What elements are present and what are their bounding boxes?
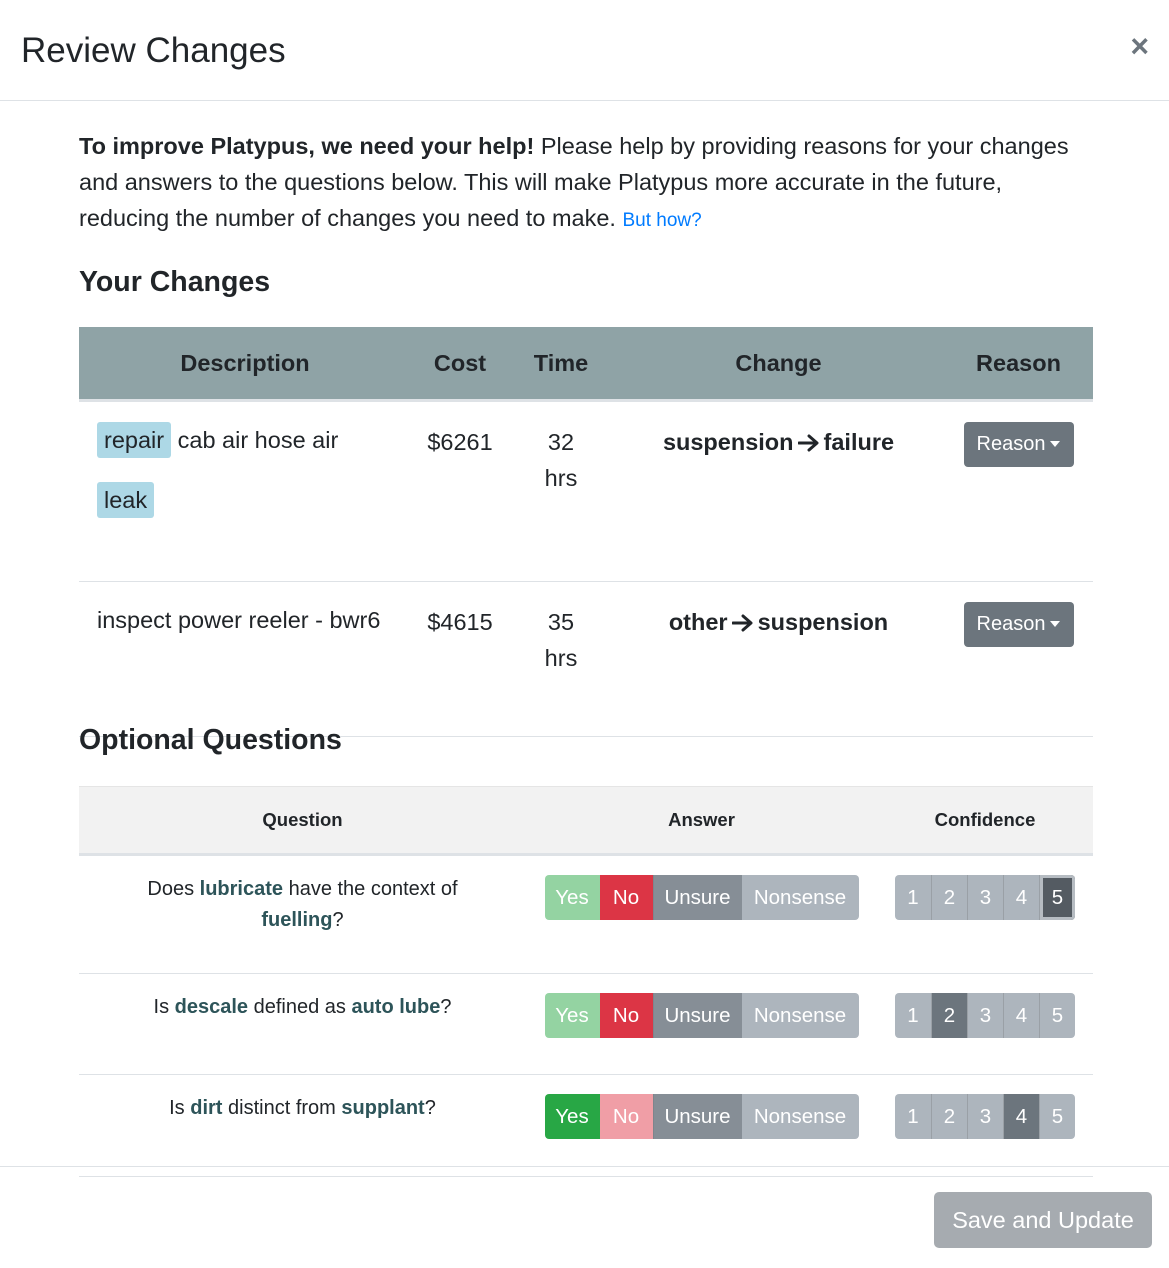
question-text: have the context of: [283, 878, 458, 900]
change-cell: [613, 582, 944, 737]
change-to: suspension: [757, 609, 889, 635]
confidence-button-group: [895, 875, 1075, 920]
question-row: [79, 974, 1093, 1075]
question-text: defined as: [248, 996, 352, 1018]
change-cell: [613, 401, 944, 582]
answer-yes-button[interactable]: Yes: [545, 993, 600, 1038]
answer-unsure-button[interactable]: Unsure: [653, 993, 742, 1038]
confidence-3-button[interactable]: 3: [967, 993, 1003, 1038]
question-text: distinct from: [222, 1097, 342, 1119]
modal-footer: [0, 1166, 1169, 1268]
description-cell: [79, 582, 411, 737]
confidence-5-button[interactable]: 5: [1039, 993, 1075, 1038]
question-term: fuelling: [261, 909, 333, 931]
confidence-4-button[interactable]: 4: [1003, 875, 1039, 920]
answer-nonsense-button[interactable]: Nonsense: [742, 875, 859, 920]
highlighted-token[interactable]: leak: [97, 482, 154, 518]
confidence-1-button[interactable]: 1: [895, 993, 931, 1038]
time-value: 35 hrs: [544, 609, 578, 671]
col-reason: Reason: [944, 327, 1093, 401]
question-text: ?: [424, 1097, 436, 1119]
confidence-3-button[interactable]: 3: [967, 1094, 1003, 1139]
question-text: Is: [169, 1097, 191, 1119]
answer-cell: [526, 855, 877, 974]
cost-cell: $6261: [411, 401, 509, 582]
confidence-4-button[interactable]: 4: [1003, 993, 1039, 1038]
modal-title: Review Changes: [21, 31, 286, 70]
question-row: [79, 1075, 1093, 1177]
col-cost: Cost: [411, 327, 509, 401]
change-from: other: [668, 609, 728, 635]
answer-no-button[interactable]: No: [600, 993, 653, 1038]
answer-unsure-button[interactable]: Unsure: [653, 1094, 742, 1139]
confidence-2-button[interactable]: 2: [931, 1094, 967, 1139]
question-row: [79, 855, 1093, 974]
description-text: cab air hose air: [171, 427, 339, 453]
change-from: suspension: [662, 429, 794, 455]
col-description: Description: [79, 327, 411, 401]
highlighted-token[interactable]: repair: [97, 422, 171, 458]
reason-dropdown-button[interactable]: [964, 422, 1074, 467]
reason-dropdown-button[interactable]: [964, 602, 1074, 647]
caret-down-icon: [1050, 621, 1060, 627]
col-question: Question: [79, 787, 526, 855]
answer-yes-button[interactable]: Yes: [545, 1094, 600, 1139]
confidence-cell: [877, 1075, 1093, 1177]
question-text: Is: [153, 996, 175, 1018]
answer-cell: [526, 974, 877, 1075]
question-term: supplant: [341, 1097, 425, 1119]
question-text: ?: [332, 909, 344, 931]
intro-text: [79, 128, 1093, 239]
description-text: inspect power reeler - bwr6: [97, 607, 381, 633]
confidence-1-button[interactable]: 1: [895, 1094, 931, 1139]
reason-cell: [944, 401, 1093, 582]
answer-unsure-button[interactable]: Unsure: [653, 875, 742, 920]
question-term: lubricate: [199, 878, 284, 900]
answer-button-group: [545, 875, 859, 920]
answer-button-group: [545, 1094, 859, 1139]
col-time: Time: [509, 327, 613, 401]
caret-down-icon: [1050, 441, 1060, 447]
changes-header-row: [79, 327, 1093, 401]
confidence-5-button[interactable]: 5: [1039, 875, 1075, 920]
table-row: [79, 401, 1093, 582]
changes-table: [79, 327, 1093, 737]
modal-header: [0, 0, 1169, 101]
confidence-button-group: [895, 993, 1075, 1038]
close-icon[interactable]: ×: [1130, 28, 1149, 64]
answer-nonsense-button[interactable]: Nonsense: [742, 993, 859, 1038]
question-cell: [79, 974, 526, 1075]
table-row: [79, 582, 1093, 737]
answer-button-group: [545, 993, 859, 1038]
cost-cell: $4615: [411, 582, 509, 737]
col-answer: Answer: [526, 787, 877, 855]
confidence-2-button[interactable]: 2: [931, 875, 967, 920]
col-change: Change: [613, 327, 944, 401]
confidence-button-group: [895, 1094, 1075, 1139]
confidence-5-button[interactable]: 5: [1039, 1094, 1075, 1139]
reason-label: Reason: [976, 433, 1046, 455]
time-cell: [509, 401, 613, 582]
question-term: auto lube: [351, 996, 441, 1018]
intro-body: Please help by providing reasons for your changes and answers to the questions below. This will make Platypus more accurate in the future, reducing the number of changes you need to make.: [79, 133, 1069, 231]
description-cell: [79, 401, 411, 582]
question-text: Does: [147, 878, 200, 900]
but-how-link[interactable]: But how?: [622, 210, 702, 231]
time-value: 32 hrs: [544, 429, 578, 491]
question-text: ?: [440, 996, 452, 1018]
confidence-cell: [877, 974, 1093, 1075]
reason-cell: [944, 582, 1093, 737]
question-term: dirt: [190, 1097, 223, 1119]
confidence-2-button[interactable]: 2: [931, 993, 967, 1038]
question-cell: [79, 855, 526, 974]
confidence-4-button[interactable]: 4: [1003, 1094, 1039, 1139]
answer-no-button[interactable]: No: [600, 875, 653, 920]
confidence-3-button[interactable]: 3: [967, 875, 1003, 920]
confidence-cell: [877, 855, 1093, 974]
confidence-1-button[interactable]: 1: [895, 875, 931, 920]
answer-cell: [526, 1075, 877, 1177]
arrow-right-icon: [798, 427, 820, 463]
answer-yes-button[interactable]: Yes: [545, 875, 600, 920]
questions-header-row: [79, 787, 1093, 855]
time-cell: [509, 582, 613, 737]
change-to: failure: [823, 429, 895, 455]
optional-questions-heading: Optional Questions: [79, 724, 342, 756]
reason-label: Reason: [976, 613, 1046, 635]
questions-table: [79, 786, 1093, 1177]
intro-bold: To improve Platypus, we need your help!: [79, 133, 535, 159]
modal-body: [79, 101, 1093, 1128]
question-term: descale: [174, 996, 249, 1018]
question-cell: [79, 1075, 526, 1177]
col-confidence: Confidence: [877, 787, 1093, 855]
arrow-right-icon: [732, 607, 754, 643]
answer-nonsense-button[interactable]: Nonsense: [742, 1094, 859, 1139]
your-changes-heading: Your Changes: [79, 266, 271, 298]
answer-no-button[interactable]: No: [600, 1094, 653, 1139]
save-and-update-button[interactable]: Save and Update: [934, 1192, 1152, 1248]
